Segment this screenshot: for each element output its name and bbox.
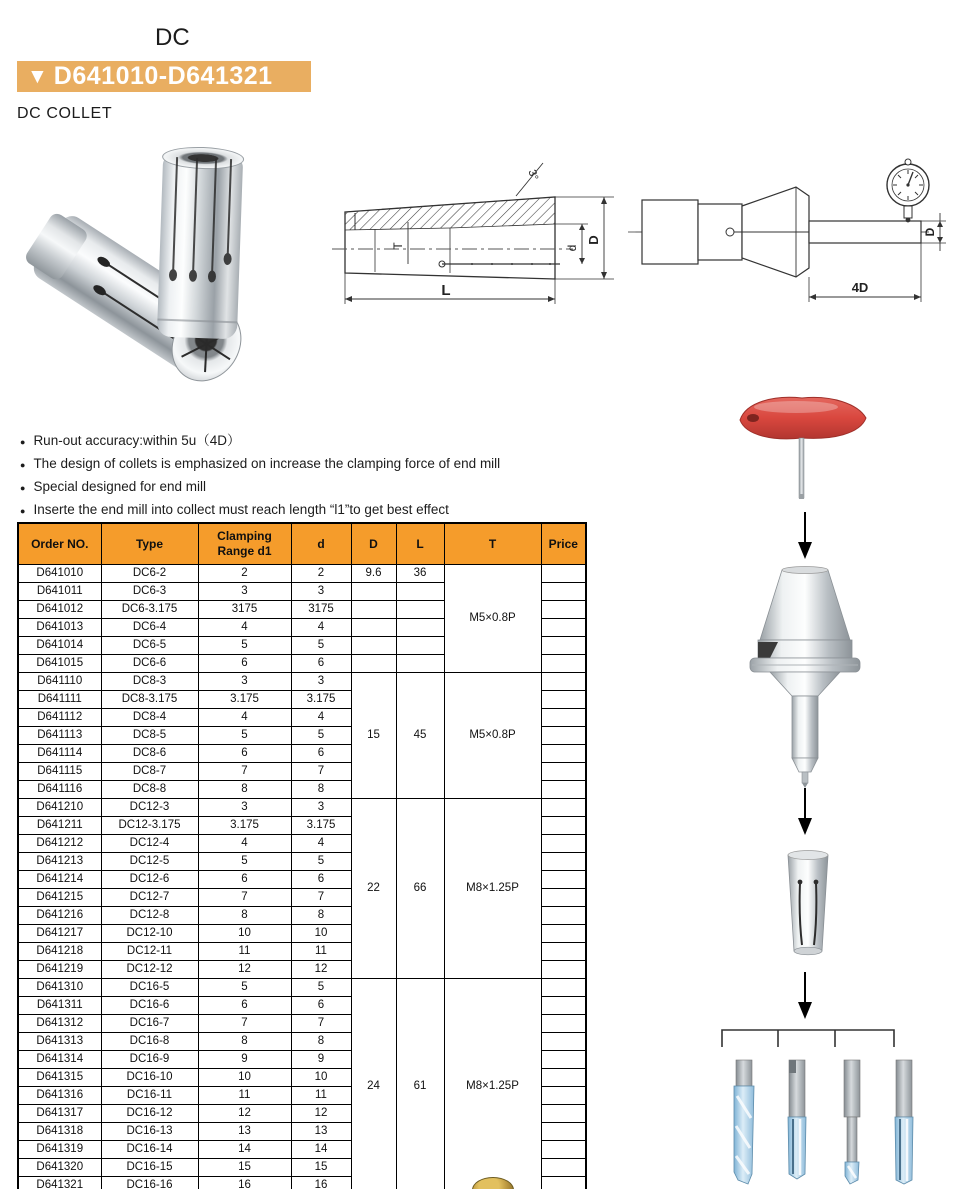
cell-d: 4 [291, 835, 351, 853]
cell-type: DC8-8 [101, 781, 198, 799]
cell-type: DC12-5 [101, 853, 198, 871]
col-header-t: T [444, 523, 541, 565]
product-range-banner [17, 61, 311, 92]
cell-d: 7 [291, 889, 351, 907]
cell-d: 2 [291, 565, 351, 583]
cell-type: DC16-6 [101, 997, 198, 1015]
col-header-price: Price [541, 523, 586, 565]
cell-clamping-d1: 8 [198, 1033, 291, 1051]
cell-price [541, 655, 586, 673]
cell-type: DC16-5 [101, 979, 198, 997]
cell-type: DC8-3.175 [101, 691, 198, 709]
col-header-l: L [396, 523, 444, 565]
cell-clamping-d1: 7 [198, 763, 291, 781]
cell-order-no: D641320 [18, 1159, 101, 1177]
tool-holder-image [740, 562, 870, 788]
cell-big-d [351, 583, 396, 601]
cell-order-no: D641319 [18, 1141, 101, 1159]
bullet-icon: ● [20, 437, 26, 447]
cell-type: DC16-14 [101, 1141, 198, 1159]
cell-price [541, 583, 586, 601]
cell-type: DC12-7 [101, 889, 198, 907]
dim-label-t: T [391, 242, 405, 250]
cell-l: 66 [396, 799, 444, 979]
cell-price [541, 1159, 586, 1177]
cell-clamping-d1: 5 [198, 637, 291, 655]
cell-big-d: 24 [351, 979, 396, 1189]
cell-order-no: D641111 [18, 691, 101, 709]
bullet-icon: ● [20, 460, 26, 470]
cell-price [541, 889, 586, 907]
cell-price [541, 1141, 586, 1159]
cell-clamping-d1: 4 [198, 835, 291, 853]
cell-order-no: D641112 [18, 709, 101, 727]
cell-price [541, 1123, 586, 1141]
reamer-icon [788, 1060, 806, 1179]
cell-d: 7 [291, 763, 351, 781]
cell-order-no: D641014 [18, 637, 101, 655]
dim-label-l: L [441, 282, 451, 299]
cell-type: DC12-8 [101, 907, 198, 925]
cell-price [541, 799, 586, 817]
cell-order-no: D641314 [18, 1051, 101, 1069]
twist-drill-icon [734, 1060, 754, 1184]
cell-order-no: D641217 [18, 925, 101, 943]
collet-top-face [162, 146, 245, 171]
cell-type: DC16-10 [101, 1069, 198, 1087]
cell-d: 6 [291, 745, 351, 763]
spec-row [18, 673, 586, 691]
cell-clamping-d1: 4 [198, 619, 291, 637]
section-drawing [330, 160, 635, 312]
cell-t: M8×1.25P [444, 799, 541, 979]
cell-type: DC16-11 [101, 1087, 198, 1105]
cell-d: 5 [291, 853, 351, 871]
cell-price [541, 565, 586, 583]
cell-order-no: D641215 [18, 889, 101, 907]
cell-clamping-d1: 9 [198, 1051, 291, 1069]
spec-table-header-row [18, 523, 586, 565]
cell-type: DC8-6 [101, 745, 198, 763]
cell-type: DC16-16 [101, 1177, 198, 1189]
spec-row [18, 799, 586, 817]
cell-type: DC12-6 [101, 871, 198, 889]
cell-t: M5×0.8P [444, 673, 541, 799]
cell-d: 5 [291, 979, 351, 997]
cell-order-no: D641317 [18, 1105, 101, 1123]
cell-d: 14 [291, 1141, 351, 1159]
cell-t: M5×0.8P [444, 565, 541, 673]
cell-order-no: D641013 [18, 619, 101, 637]
dim-label-runout-d: D [923, 227, 937, 237]
cell-type: DC12-3.175 [101, 817, 198, 835]
cell-d: 8 [291, 1033, 351, 1051]
cell-price [541, 853, 586, 871]
cell-d: 3175 [291, 601, 351, 619]
product-subtitle: DC COLLET [17, 105, 113, 122]
cell-big-d: 15 [351, 673, 396, 799]
cell-order-no: D641313 [18, 1033, 101, 1051]
cell-price [541, 817, 586, 835]
cell-d: 3 [291, 673, 351, 691]
cell-type: DC16-9 [101, 1051, 198, 1069]
cell-price [541, 907, 586, 925]
cell-d: 3.175 [291, 691, 351, 709]
cell-big-d [351, 601, 396, 619]
cell-l [396, 655, 444, 673]
dim-label-big-d: D [586, 235, 601, 245]
cell-d: 4 [291, 709, 351, 727]
cell-type: DC12-12 [101, 961, 198, 979]
dim-label-4d: 4D [851, 280, 869, 295]
feature-item: ● Run-out accuracy:within 5u（4D） [16, 430, 676, 453]
spec-table-body [18, 565, 586, 1189]
cell-d: 12 [291, 1105, 351, 1123]
cell-type: DC6-3 [101, 583, 198, 601]
cell-order-no: D641110 [18, 673, 101, 691]
cell-t: M8×1.25P [444, 979, 541, 1189]
end-mill-icon [844, 1060, 860, 1184]
col-header-type: Type [101, 523, 198, 565]
cell-d: 12 [291, 961, 351, 979]
end-mill-group-image [712, 1022, 917, 1189]
cell-order-no: D641310 [18, 979, 101, 997]
cell-price [541, 997, 586, 1015]
spec-row [18, 979, 586, 997]
cell-clamping-d1: 6 [198, 655, 291, 673]
cell-d: 3 [291, 583, 351, 601]
cell-price [541, 673, 586, 691]
cell-price [541, 1087, 586, 1105]
cell-clamping-d1: 14 [198, 1141, 291, 1159]
cell-clamping-d1: 10 [198, 925, 291, 943]
cell-price [541, 1177, 586, 1189]
cell-clamping-d1: 5 [198, 853, 291, 871]
cell-type: DC16-13 [101, 1123, 198, 1141]
cell-price [541, 763, 586, 781]
cell-d: 10 [291, 925, 351, 943]
cell-d: 6 [291, 655, 351, 673]
cell-type: DC12-10 [101, 925, 198, 943]
col-header-big-d: D [351, 523, 396, 565]
cell-type: DC8-4 [101, 709, 198, 727]
cell-clamping-d1: 12 [198, 1105, 291, 1123]
cell-price [541, 709, 586, 727]
cell-clamping-d1: 6 [198, 997, 291, 1015]
cell-order-no: D641312 [18, 1015, 101, 1033]
cell-order-no: D641213 [18, 853, 101, 871]
cell-clamping-d1: 3 [198, 673, 291, 691]
cell-clamping-d1: 8 [198, 781, 291, 799]
cell-order-no: D641015 [18, 655, 101, 673]
cell-clamping-d1: 3 [198, 799, 291, 817]
cell-clamping-d1: 8 [198, 907, 291, 925]
cell-clamping-d1: 4 [198, 709, 291, 727]
cell-order-no: D641316 [18, 1087, 101, 1105]
cell-big-d [351, 619, 396, 637]
cell-order-no: D641318 [18, 1123, 101, 1141]
cell-type: DC12-3 [101, 799, 198, 817]
cell-type: DC6-3.175 [101, 601, 198, 619]
collet-photo-standing [157, 155, 243, 340]
dim-label-angle: 3° [525, 168, 541, 182]
cell-order-no: D641210 [18, 799, 101, 817]
product-photo-collets [30, 138, 310, 364]
bullet-icon: ● [20, 506, 26, 516]
cell-d: 6 [291, 871, 351, 889]
cell-l [396, 583, 444, 601]
cell-order-no: D641113 [18, 727, 101, 745]
cell-order-no: D641012 [18, 601, 101, 619]
cell-clamping-d1: 3175 [198, 601, 291, 619]
cell-clamping-d1: 3.175 [198, 817, 291, 835]
cell-price [541, 1015, 586, 1033]
cell-d: 8 [291, 907, 351, 925]
cell-price [541, 943, 586, 961]
spec-row [18, 565, 586, 583]
cell-big-d [351, 637, 396, 655]
cell-price [541, 691, 586, 709]
cell-price [541, 781, 586, 799]
cell-order-no: D641214 [18, 871, 101, 889]
cell-d: 16 [291, 1177, 351, 1189]
cell-d: 13 [291, 1123, 351, 1141]
cell-clamping-d1: 3.175 [198, 691, 291, 709]
hex-wrench-image [726, 390, 876, 512]
feature-list [16, 430, 676, 522]
cell-d: 10 [291, 1069, 351, 1087]
cell-l: 61 [396, 979, 444, 1189]
cell-d: 11 [291, 943, 351, 961]
cell-l: 36 [396, 565, 444, 583]
cell-type: DC12-4 [101, 835, 198, 853]
cell-type: DC16-7 [101, 1015, 198, 1033]
cell-order-no: D641311 [18, 997, 101, 1015]
cell-clamping-d1: 16 [198, 1177, 291, 1189]
cell-l [396, 619, 444, 637]
cell-clamping-d1: 11 [198, 943, 291, 961]
cell-clamping-d1: 7 [198, 889, 291, 907]
straight-flute-tool-icon [895, 1060, 913, 1184]
cell-type: DC16-12 [101, 1105, 198, 1123]
cell-d: 11 [291, 1087, 351, 1105]
cell-l [396, 637, 444, 655]
cell-d: 3.175 [291, 817, 351, 835]
cell-d: 5 [291, 637, 351, 655]
cell-price [541, 979, 586, 997]
dim-label-d: d [565, 244, 579, 252]
cell-clamping-d1: 2 [198, 565, 291, 583]
cell-price [541, 727, 586, 745]
cell-clamping-d1: 3 [198, 583, 291, 601]
cell-price [541, 1033, 586, 1051]
page-title: DC [155, 24, 190, 51]
cell-clamping-d1: 5 [198, 979, 291, 997]
cell-l: 45 [396, 673, 444, 799]
cell-d: 15 [291, 1159, 351, 1177]
cell-type: DC8-5 [101, 727, 198, 745]
cell-type: DC6-5 [101, 637, 198, 655]
cell-order-no: D641315 [18, 1069, 101, 1087]
cell-big-d: 9.6 [351, 565, 396, 583]
arrow-down-icon [797, 972, 813, 1020]
cell-clamping-d1: 10 [198, 1069, 291, 1087]
spec-table [17, 522, 587, 1189]
col-header-clamping: Clamping Range d1 [198, 523, 291, 565]
cell-d: 3 [291, 799, 351, 817]
cell-price [541, 925, 586, 943]
cell-type: DC6-4 [101, 619, 198, 637]
col-header-d: d [291, 523, 351, 565]
cell-d: 6 [291, 997, 351, 1015]
cell-price [541, 619, 586, 637]
cell-type: DC6-2 [101, 565, 198, 583]
bullet-icon: ● [20, 483, 26, 493]
cell-clamping-d1: 7 [198, 1015, 291, 1033]
feature-item: ● Inserte the end mill into collect must reach length “l1”to get best effect [16, 499, 676, 522]
cell-type: DC16-8 [101, 1033, 198, 1051]
feature-item: ● Special designed for end mill [16, 476, 676, 499]
cell-order-no: D641218 [18, 943, 101, 961]
cell-type: DC16-15 [101, 1159, 198, 1177]
cell-price [541, 961, 586, 979]
arrow-down-icon [797, 512, 813, 560]
col-header-order-no: Order NO. [18, 523, 101, 565]
runout-drawing [620, 156, 972, 318]
cell-clamping-d1: 12 [198, 961, 291, 979]
cell-order-no: D641216 [18, 907, 101, 925]
cell-price [541, 637, 586, 655]
range-banner-text: D641010-D641321 [53, 62, 273, 90]
cell-order-no: D641211 [18, 817, 101, 835]
cell-d: 9 [291, 1051, 351, 1069]
cell-order-no: D641212 [18, 835, 101, 853]
cell-clamping-d1: 5 [198, 727, 291, 745]
cell-order-no: D641114 [18, 745, 101, 763]
cell-order-no: D641010 [18, 565, 101, 583]
feature-item: ● The design of collets is emphasized on increase the clamping force of end mill [16, 453, 676, 476]
cell-clamping-d1: 15 [198, 1159, 291, 1177]
triangle-down-icon: ▼ [27, 65, 48, 88]
cell-type: DC8-3 [101, 673, 198, 691]
cell-d: 4 [291, 619, 351, 637]
cell-d: 8 [291, 781, 351, 799]
cell-clamping-d1: 13 [198, 1123, 291, 1141]
cell-big-d: 22 [351, 799, 396, 979]
cell-price [541, 1105, 586, 1123]
cell-d: 5 [291, 727, 351, 745]
cell-price [541, 745, 586, 763]
cell-clamping-d1: 6 [198, 745, 291, 763]
cell-type: DC12-11 [101, 943, 198, 961]
arrow-down-icon [797, 788, 813, 836]
cell-price [541, 871, 586, 889]
cell-price [541, 1069, 586, 1087]
cell-price [541, 601, 586, 619]
cell-d: 7 [291, 1015, 351, 1033]
cell-order-no: D641321 [18, 1177, 101, 1189]
cell-order-no: D641011 [18, 583, 101, 601]
cell-order-no: D641115 [18, 763, 101, 781]
cell-type: DC8-7 [101, 763, 198, 781]
cell-big-d [351, 655, 396, 673]
cell-price [541, 1051, 586, 1069]
cell-clamping-d1: 11 [198, 1087, 291, 1105]
cell-price [541, 835, 586, 853]
cell-order-no: D641219 [18, 961, 101, 979]
cell-l [396, 601, 444, 619]
collet-image [780, 843, 836, 969]
cell-type: DC6-6 [101, 655, 198, 673]
cell-order-no: D641116 [18, 781, 101, 799]
cell-clamping-d1: 6 [198, 871, 291, 889]
